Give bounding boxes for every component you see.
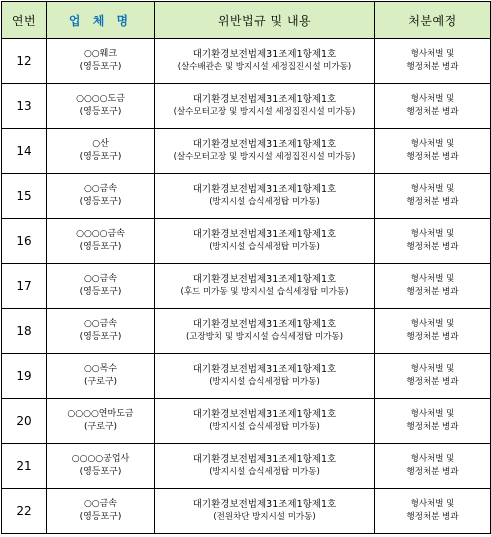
table-row (2, 174, 491, 219)
company-name: ○○금속 (83, 499, 118, 509)
violation-table (1, 1, 491, 534)
violation-cell (155, 264, 375, 309)
company-name: ○○금속 (83, 319, 118, 329)
row-number: 22 (2, 489, 47, 534)
penalty-line-2: 행정처분 병과 (406, 287, 459, 297)
penalty-line-2: 행정처분 병과 (406, 332, 459, 342)
table-row (2, 39, 491, 84)
company-name: ○산 (92, 139, 109, 149)
company-district: (구로구) (83, 377, 118, 387)
penalty-line-1: 형사처벌 및 (410, 499, 455, 509)
violation-cell (155, 309, 375, 354)
violation-law: 대기환경보전법제31조제1항제1호 (192, 499, 337, 510)
table-row (2, 129, 491, 174)
penalty-line-1: 형사처벌 및 (410, 454, 455, 464)
company-district: (영등포구) (79, 467, 122, 477)
penalty-cell (375, 129, 491, 174)
company-name: ○○○○금속 (76, 229, 125, 239)
table-row (2, 309, 491, 354)
table-row (2, 399, 491, 444)
company-cell (47, 489, 155, 534)
violation-law: 대기환경보전법제31조제1항제1호 (192, 139, 337, 150)
header-row (2, 2, 491, 39)
row-number: 20 (2, 399, 47, 444)
penalty-cell (375, 354, 491, 399)
violation-law: 대기환경보전법제31조제1항제1호 (192, 274, 337, 285)
row-number: 16 (2, 219, 47, 264)
row-number: 17 (2, 264, 47, 309)
company-cell (47, 444, 155, 489)
violation-detail: (살수모터고장 및 방지시설 세정집진시설 미가동) (173, 107, 356, 117)
violation-cell (155, 219, 375, 264)
company-district: (영등포구) (79, 107, 122, 117)
violation-detail: (살수배관손 및 방지시설 세정집진시설 미가동) (177, 62, 352, 72)
table-row (2, 444, 491, 489)
row-number: 15 (2, 174, 47, 219)
company-cell (47, 39, 155, 84)
table-row (2, 489, 491, 534)
table-row (2, 354, 491, 399)
penalty-line-2: 행정처분 병과 (406, 242, 459, 252)
penalty-line-1: 형사처벌 및 (410, 229, 455, 239)
violation-cell (155, 84, 375, 129)
violation-cell (155, 399, 375, 444)
violation-cell (155, 129, 375, 174)
row-number: 18 (2, 309, 47, 354)
penalty-line-2: 행정처분 병과 (406, 197, 459, 207)
company-name: ○○웨크 (83, 49, 118, 59)
penalty-line-1: 형사처벌 및 (410, 184, 455, 194)
violation-detail: (고장방치 및 방지시설 습식세정탑 미가동) (185, 332, 344, 342)
penalty-line-1: 형사처벌 및 (410, 364, 455, 374)
company-district: (영등포구) (79, 512, 122, 522)
header-company: 업 체 명 (47, 2, 155, 39)
violation-detail: (방지시설 습식세정탑 미가동) (209, 377, 320, 387)
penalty-line-1: 형사처벌 및 (410, 274, 455, 284)
penalty-line-2: 행정처분 병과 (406, 107, 459, 117)
company-district: (영등포구) (79, 152, 122, 162)
penalty-line-1: 형사처벌 및 (410, 94, 455, 104)
row-number: 19 (2, 354, 47, 399)
penalty-line-1: 형사처벌 및 (410, 319, 455, 329)
company-district: (영등포구) (79, 62, 122, 72)
company-name: ○○○○도금 (76, 94, 125, 104)
penalty-line-2: 행정처분 병과 (406, 377, 459, 387)
violation-law: 대기환경보전법제31조제1항제1호 (192, 229, 337, 240)
penalty-line-2: 행정처분 병과 (406, 62, 459, 72)
penalty-line-2: 행정처분 병과 (406, 152, 459, 162)
violation-law: 대기환경보전법제31조제1항제1호 (192, 184, 337, 195)
row-number: 13 (2, 84, 47, 129)
violation-cell (155, 489, 375, 534)
violation-cell (155, 39, 375, 84)
row-number: 12 (2, 39, 47, 84)
row-number: 14 (2, 129, 47, 174)
violation-law: 대기환경보전법제31조제1항제1호 (192, 49, 337, 60)
violation-cell (155, 444, 375, 489)
penalty-line-2: 행정처분 병과 (406, 467, 459, 477)
company-cell (47, 264, 155, 309)
company-cell (47, 354, 155, 399)
company-cell (47, 84, 155, 129)
violation-law: 대기환경보전법제31조제1항제1호 (192, 409, 337, 420)
violation-detail: (살수모터고장 및 방지시설 세정집진시설 미가동) (173, 152, 356, 162)
penalty-line-1: 형사처벌 및 (410, 409, 455, 419)
header-penalty: 처분예정 (375, 2, 491, 39)
table-header (2, 2, 491, 39)
table-row (2, 264, 491, 309)
penalty-cell (375, 489, 491, 534)
company-cell (47, 219, 155, 264)
penalty-line-2: 행정처분 병과 (406, 422, 459, 432)
penalty-line-2: 행정처분 병과 (406, 512, 459, 522)
violation-law: 대기환경보전법제31조제1항제1호 (192, 319, 337, 330)
table-row (2, 219, 491, 264)
company-cell (47, 129, 155, 174)
violation-cell (155, 174, 375, 219)
company-cell (47, 399, 155, 444)
company-name: ○○목수 (83, 364, 118, 374)
violation-detail: (방지시설 습식세정탑 미가동) (209, 197, 320, 207)
table-row (2, 84, 491, 129)
violation-cell (155, 354, 375, 399)
violation-detail: (전원차단 방지시설 미가동) (213, 512, 316, 522)
company-district: (영등포구) (79, 332, 122, 342)
violation-law: 대기환경보전법제31조제1항제1호 (192, 364, 337, 375)
violation-detail: (방지시설 습식세정탑 미가동) (209, 467, 320, 477)
penalty-cell (375, 174, 491, 219)
company-district: (영등포구) (79, 287, 122, 297)
row-number: 21 (2, 444, 47, 489)
penalty-cell (375, 399, 491, 444)
penalty-cell (375, 444, 491, 489)
violation-law: 대기환경보전법제31조제1항제1호 (192, 94, 337, 105)
header-no: 연번 (2, 2, 47, 39)
company-district: (구로구) (83, 422, 118, 432)
penalty-cell (375, 219, 491, 264)
violation-detail: (방지시설 습식세정탑 미가동) (209, 422, 320, 432)
violation-detail: (방지시설 습식세정탑 미가동) (209, 242, 320, 252)
company-district: (영등포구) (79, 242, 122, 252)
penalty-cell (375, 264, 491, 309)
company-name: ○○○○연마도금 (67, 409, 134, 419)
company-name: ○○금속 (83, 274, 118, 284)
company-name: ○○○○공업사 (71, 454, 130, 464)
penalty-line-1: 형사처벌 및 (410, 139, 455, 149)
table-body (2, 39, 491, 534)
header-violation: 위반법규 및 내용 (155, 2, 375, 39)
company-name: ○○금속 (83, 184, 118, 194)
company-cell (47, 174, 155, 219)
company-district: (영등포구) (79, 197, 122, 207)
company-cell (47, 309, 155, 354)
violation-detail: (후드 미가동 및 방지시설 습식세정탑 미가동) (180, 287, 349, 297)
penalty-cell (375, 84, 491, 129)
penalty-cell (375, 39, 491, 84)
violation-law: 대기환경보전법제31조제1항제1호 (192, 454, 337, 465)
penalty-line-1: 형사처벌 및 (410, 49, 455, 59)
penalty-cell (375, 309, 491, 354)
